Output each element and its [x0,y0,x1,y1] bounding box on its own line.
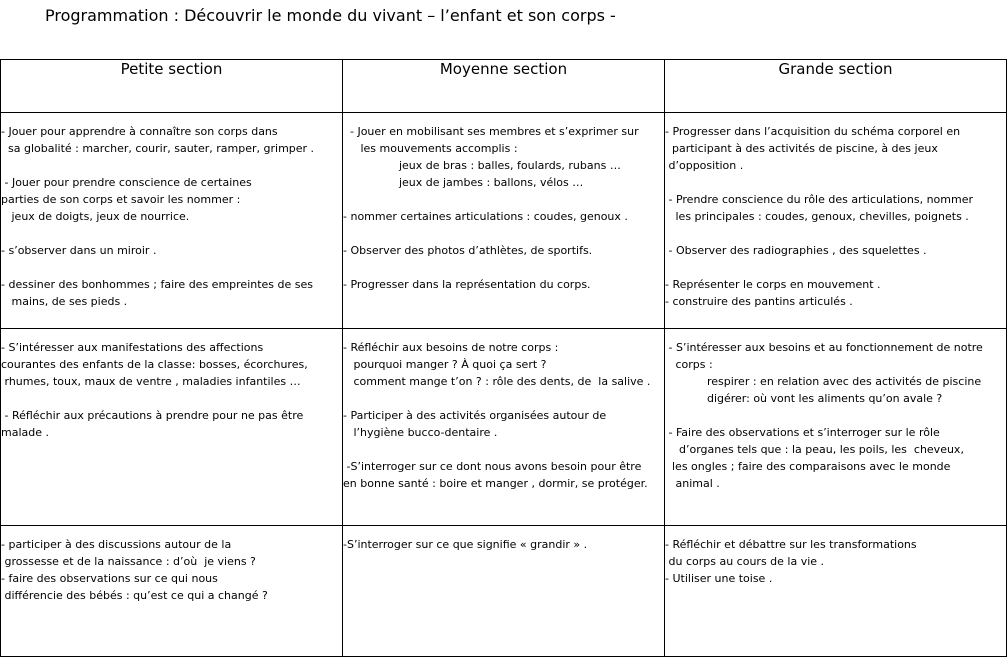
text-line: les principales : coudes, genoux, chevilles, poignets . [665,210,969,223]
page-title: Programmation : Découvrir le monde du vivant – l’enfant et son corps - [45,6,616,25]
programmation-table [0,59,1007,657]
text-line: -S’interroger sur ce que signifie « grandir » . [343,538,588,551]
cell-petite-grandir [1,526,343,657]
text-line: - Progresser dans l’acquisition du schéma corporel en [665,125,961,138]
header-row [1,60,1007,113]
text-line: les mouvements accomplis : [343,142,518,155]
cell-moyenne-sante [343,329,665,526]
text-line: - S’intéresser aux manifestations des affections [1,341,264,354]
text-line [1,157,342,174]
text-line: grossesse et de la naissance : d’où je viens ? [1,555,256,568]
cell-petite-sante [1,329,343,526]
text-line: du corps au cours de la vie . [665,555,825,568]
text-line: en bonne santé : boire et manger , dormir, se protéger. [343,477,648,490]
text-line: -S’interroger sur ce dont nous avons besoin pour être [343,460,642,473]
text-line: - Représenter le corps en mouvement . [665,278,881,291]
text-line: participant à des activités de piscine, à des jeux [665,142,938,155]
text-line: différencie des bébés : qu’est ce qui a changé ? [1,589,268,602]
text-line: - Réfléchir aux précautions à prendre pour ne pas être [1,409,304,422]
text-line: - Réfléchir et débattre sur les transformations [665,538,917,551]
cell-petite-corps [1,113,343,329]
text-line [1,390,342,407]
text-line: - Faire des observations et s’interroger sur le rôle [665,426,940,439]
text-line: animal . [665,477,720,490]
text-line [343,441,664,458]
text-line: - Réfléchir aux besoins de notre corps : [343,341,559,354]
table-row [1,113,1007,329]
header-grande-section: Grande section [665,60,1007,113]
text-line: - s’observer dans un miroir . [1,244,157,257]
text-line: mains, de ses pieds . [1,295,128,308]
text-line [665,407,1006,424]
text-line: - construire des pantins articulés . [665,295,853,308]
table-row [1,329,1007,526]
text-line [665,174,1006,191]
text-line: - Observer des radiographies , des squelettes . [665,244,927,257]
cell-moyenne-grandir [343,526,665,657]
text-line: jeux de bras : balles, foulards, rubans … [343,159,621,172]
cell-grande-sante [665,329,1007,526]
text-line: - Participer à des activités organisées autour de [343,409,607,422]
text-line [343,390,664,407]
text-line: courantes des enfants de la classe: bosses, écorchures, [1,358,308,371]
cell-moyenne-corps [343,113,665,329]
text-line: rhumes, toux, maux de ventre , maladies infantiles … [1,375,301,388]
text-line: les ongles ; faire des comparaisons avec le monde [665,460,951,473]
text-line: l’hygiène bucco-dentaire . [343,426,498,439]
text-line: - Jouer pour apprendre à connaître son corps dans [1,125,278,138]
text-line: malade . [1,426,49,439]
text-line: comment mange t’on ? : rôle des dents, de la salive . [343,375,651,388]
text-line: - S’intéresser aux besoins et au fonctionnement de notre [665,341,983,354]
text-line: - nommer certaines articulations : coudes, genoux . [343,210,628,223]
header-petite-section: Petite section [1,60,343,113]
text-line: digérer: où vont les aliments qu’on avale ? [665,392,943,405]
text-line: - Prendre conscience du rôle des articulations, nommer [665,193,974,206]
text-line: - Progresser dans la représentation du corps. [343,278,591,291]
text-line: - faire des observations sur ce qui nous [1,572,218,585]
text-line: - participer à des discussions autour de la [1,538,232,551]
text-line [665,225,1006,242]
table-row [1,526,1007,657]
text-line: d’organes tels que : la peau, les poils, les cheveux, [665,443,964,456]
text-line: sa globalité : marcher, courir, sauter, ramper, grimper . [1,142,315,155]
header-moyenne-section: Moyenne section [343,60,665,113]
text-line: pourquoi manger ? À quoi ça sert ? [343,358,547,371]
text-line [1,225,342,242]
text-line [343,259,664,276]
text-line: corps : [665,358,713,371]
text-line [1,259,342,276]
cell-grande-corps [665,113,1007,329]
text-line: d’opposition . [665,159,744,172]
text-line [343,225,664,242]
text-line: - Jouer pour prendre conscience de certaines [1,176,252,189]
text-line: - Jouer en mobilisant ses membres et s’exprimer sur [343,125,639,138]
text-line: parties de son corps et savoir les nommer : [1,193,241,206]
text-line: respirer : en relation avec des activités de piscine [665,375,982,388]
text-line [343,191,664,208]
cell-grande-grandir [665,526,1007,657]
text-line: - dessiner des bonhommes ; faire des empreintes de ses [1,278,314,291]
text-line: jeux de jambes : ballons, vélos … [343,176,584,189]
text-line: - Utiliser une toise . [665,572,773,585]
text-line: - Observer des photos d’athlètes, de sportifs. [343,244,593,257]
text-line: jeux de doigts, jeux de nourrice. [1,210,190,223]
text-line [665,259,1006,276]
